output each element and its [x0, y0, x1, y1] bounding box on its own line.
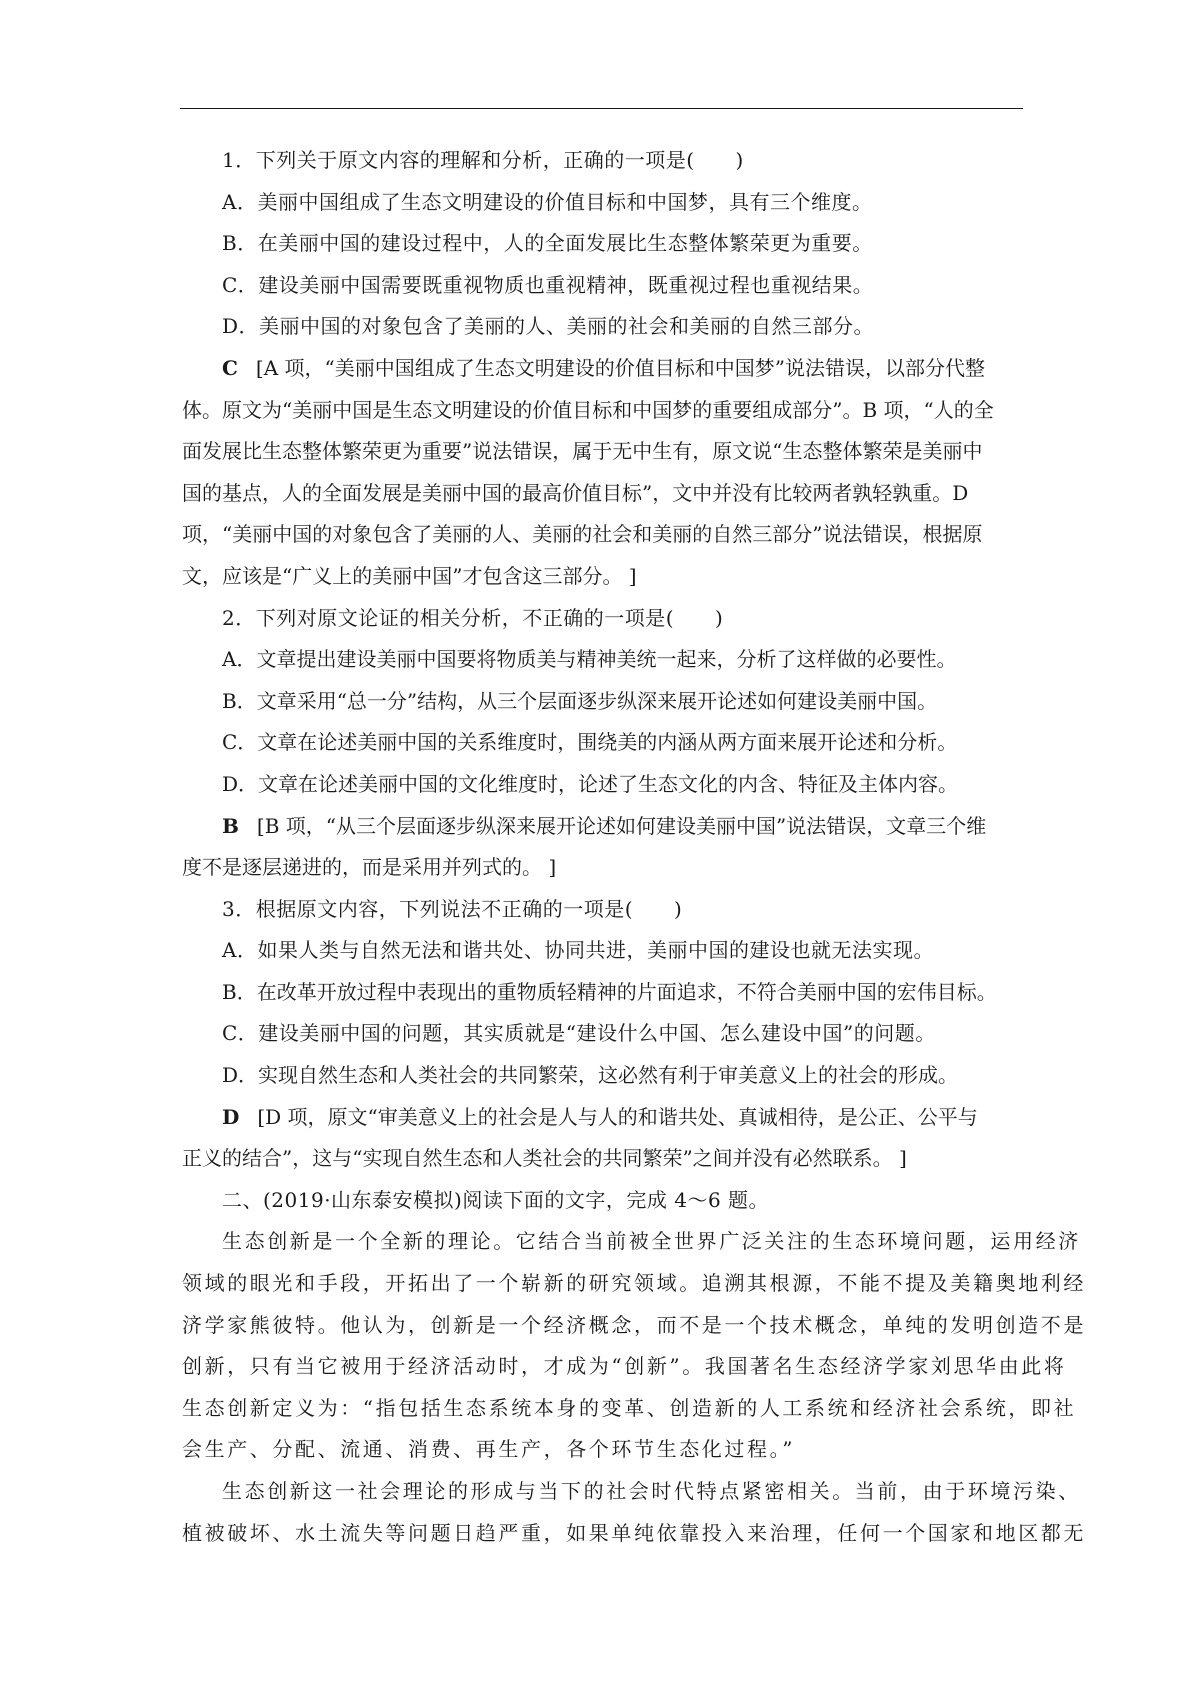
q2-option-d: D．文章在论述美丽中国的文化维度时，论述了生态文化的内含、特征及主体内容。 — [222, 771, 959, 796]
q1-option-b: B．在美丽中国的建设过程中，人的全面发展比生态整体繁荣更为重要。 — [222, 231, 873, 256]
q1-stem: 1．下列关于原文内容的理解和分析，正确的一项是( ) — [222, 148, 744, 172]
passage-line: 生态创新这一社会理论的形成与当下的社会时代特点紧密相关。当前，由于环境污染、 — [222, 1479, 1081, 1503]
q1-option-a: A．美丽中国组成了生态文明建设的价值目标和中国梦，具有三个维度。 — [222, 189, 873, 214]
passage-line: 会生产、分配、流通、消费、再生产，各个环节生态化过程。” — [182, 1437, 796, 1462]
q2-option-a: A．文章提出建设美丽中国要将物质美与精神美统一起来，分析了这样做的必要性。 — [222, 647, 957, 672]
q1-explanation-line: 文，应该是“广义上的美丽中国”才包含这三部分。 ] — [182, 563, 637, 588]
q2-option-b: B．文章采用“总一分”结构，从三个层面逐步纵深来展开论述如何建设美丽中国。 — [222, 688, 938, 713]
q2-answer-line — [182, 806, 1024, 848]
passage-line: 生态创新定义为：“指包括生态系统本身的变革、创造新的人工系统和经济社会系统，即社 — [182, 1395, 1077, 1420]
header-rule — [180, 108, 1023, 109]
q1-explanation-line: 国的基点，人的全面发展是美丽中国的最高价值目标”，文中并没有比较两者孰轻孰重。D — [182, 480, 969, 505]
q2-answer: B — [222, 813, 239, 838]
q1-answer-line — [182, 348, 1024, 390]
q3-option-a: A．如果人类与自然无法和谐共处、协同共进，美丽中国的建设也就无法实现。 — [222, 938, 934, 963]
q3-option-b: B．在改革开放过程中表现出的重物质轻精神的片面追求，不符合美丽中国的宏伟目标。 — [222, 979, 997, 1004]
passage-line: 创新，只有当它被用于经济活动时，才成为“创新”。我国著名生态经济学家刘思华由此将 — [182, 1354, 1067, 1379]
q3-stem: 3．根据原文内容，下列说法不正确的一项是( ) — [222, 896, 683, 921]
q1-explanation-line: 体。原文为“美丽中国是生态文明建设的价值目标和中国梦的重要组成部分”。B 项，“人的全 — [182, 397, 994, 422]
q3-explanation-line: [D 项，原文“审美意义上的社会是人与人的和谐共处、真诚相待，是公正、公平与 — [257, 1104, 978, 1129]
q1-option-c: C．建设美丽中国需要既重视物质也重视精神，既重视过程也重视结果。 — [222, 272, 874, 297]
passage-line: 济学家熊彼特。他认为，创新是一个经济概念，而不是一个技术概念，单纯的发明创造不是 — [182, 1312, 1086, 1337]
q3-answer: D — [222, 1104, 240, 1129]
q2-explanation-line: 度不是逐层递进的，而是采用并列式的。 ] — [182, 855, 557, 880]
q2-explanation-line: [B 项，“从三个层面逐步纵深来展开论述如何建设美丽中国”说法错误，文章三个维 — [256, 813, 987, 838]
q1-explanation-line: [A 项，“美丽中国组成了生态文明建设的价值目标和中国梦”说法错误，以部分代整 — [255, 355, 985, 380]
q3-option-c: C．建设美丽中国的问题，其实质就是“建设什么中国、怎么建设中国”的问题。 — [222, 1021, 936, 1046]
passage-line: 植被破坏、水土流失等问题日趋严重，如果单纯依靠投入来治理，任何一个国家和地区都无 — [182, 1520, 1086, 1545]
q1-answer: C — [222, 355, 238, 380]
q1-explanation-line: 面发展比生态整体繁荣更为重要”说法错误，属于无中生有，原文说“生态整体繁荣是美丽中 — [182, 439, 983, 464]
q2-stem: 2．下列对原文论证的相关分析，不正确的一项是( ) — [222, 605, 724, 630]
q3-answer-line — [182, 1097, 1024, 1139]
section-heading: 二、(2019·山东泰安模拟)阅读下面的文字，完成 4～6 题。 — [222, 1187, 770, 1212]
q3-option-d: D．实现自然生态和人类社会的共同繁荣，这必然有利于审美意义上的社会的形成。 — [222, 1063, 959, 1088]
q1-explanation-line: 项，“美丽中国的对象包含了美丽的人、美丽的社会和美丽的自然三部分”说法错误，根据原 — [182, 522, 983, 547]
document-body — [182, 140, 1086, 1554]
passage-line: 生态创新是一个全新的理论。它结合当前被全世界广泛关注的生态环境问题，运用经济 — [222, 1229, 1081, 1254]
passage-line: 领域的眼光和手段，开拓出了一个崭新的研究领域。追溯其根源，不能不提及美籍奥地利经 — [182, 1271, 1086, 1296]
q3-explanation-line: 正义的结合”，这与“实现自然生态和人类社会的共同繁荣”之间并没有必然联系。 ] — [182, 1146, 907, 1171]
q2-option-c: C．文章在论述美丽中国的关系维度时，围绕美的内涵从两方面来展开论述和分析。 — [222, 730, 958, 755]
q1-option-d: D．美丽中国的对象包含了美丽的人、美丽的社会和美丽的自然三部分。 — [222, 314, 875, 339]
